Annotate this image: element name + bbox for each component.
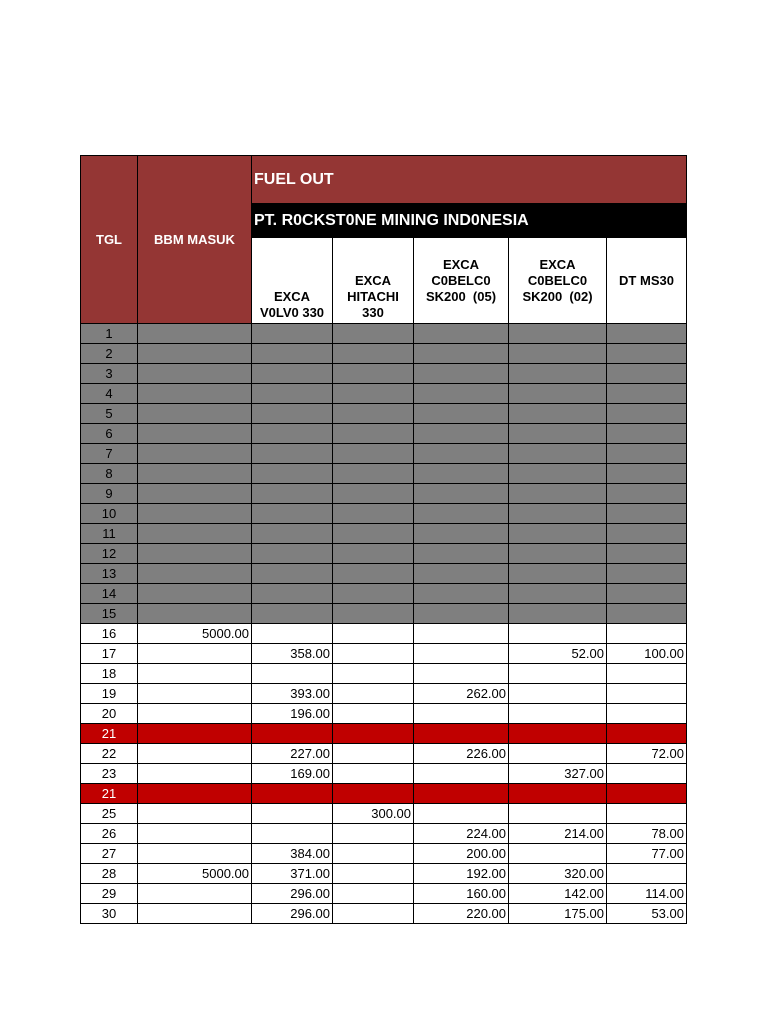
day-cell[interactable]: 19 <box>81 684 138 704</box>
fuel-out-cell[interactable] <box>414 404 509 424</box>
fuel-out-cell[interactable] <box>252 484 333 504</box>
day-cell[interactable]: 23 <box>81 764 138 784</box>
fuel-out-cell[interactable] <box>607 584 687 604</box>
fuel-out-cell[interactable] <box>607 444 687 464</box>
fuel-out-cell[interactable] <box>509 564 607 584</box>
fuel-out-cell[interactable] <box>252 424 333 444</box>
table-row <box>81 324 687 344</box>
day-cell[interactable]: 20 <box>81 704 138 724</box>
table-row <box>81 464 687 484</box>
col-header-line: C0BELC0 <box>527 272 588 288</box>
fuel-out-cell[interactable] <box>509 324 607 344</box>
fuel-out-cell[interactable] <box>509 684 607 704</box>
table-row <box>81 504 687 524</box>
fuel-out-cell[interactable]: 224.00 <box>414 824 509 844</box>
bbm-masuk-cell[interactable]: 5000.00 <box>138 624 252 644</box>
fuel-out-cell[interactable] <box>333 524 414 544</box>
day-cell[interactable]: 27 <box>81 844 138 864</box>
fuel-out-cell[interactable] <box>509 464 607 484</box>
bbm-masuk-cell[interactable] <box>138 644 252 664</box>
fuel-out-cell[interactable] <box>252 464 333 484</box>
fuel-out-cell[interactable] <box>607 504 687 524</box>
fuel-out-cell[interactable] <box>252 544 333 564</box>
fuel-out-cell[interactable] <box>414 344 509 364</box>
bbm-masuk-cell[interactable] <box>138 904 252 924</box>
day-cell[interactable]: 21 <box>81 784 138 804</box>
bbm-masuk-cell[interactable] <box>138 744 252 764</box>
fuel-out-cell[interactable] <box>607 384 687 404</box>
fuel-out-cell[interactable] <box>414 704 509 724</box>
bbm-masuk-cell[interactable] <box>138 584 252 604</box>
fuel-out-cell[interactable] <box>607 364 687 384</box>
fuel-out-cell[interactable] <box>252 504 333 524</box>
fuel-out-cell[interactable]: 371.00 <box>252 864 333 884</box>
fuel-out-cell[interactable] <box>509 844 607 864</box>
fuel-out-cell[interactable] <box>509 624 607 644</box>
bbm-masuk-cell[interactable] <box>138 364 252 384</box>
fuel-out-cell[interactable]: 200.00 <box>414 844 509 864</box>
fuel-out-cell[interactable] <box>607 864 687 884</box>
fuel-out-cell[interactable] <box>333 404 414 424</box>
day-cell[interactable]: 21 <box>81 724 138 744</box>
table-row <box>81 784 687 804</box>
fuel-out-cell[interactable]: 226.00 <box>414 744 509 764</box>
col-header-dt-ms30[interactable] <box>607 238 687 324</box>
fuel-out-cell[interactable] <box>333 384 414 404</box>
fuel-out-cell[interactable] <box>509 384 607 404</box>
fuel-out-cell[interactable]: 160.00 <box>414 884 509 904</box>
fuel-out-cell[interactable] <box>252 324 333 344</box>
fuel-out-cell[interactable] <box>607 564 687 584</box>
table-row <box>81 544 687 564</box>
table-row <box>81 384 687 404</box>
bbm-masuk-cell[interactable] <box>138 684 252 704</box>
fuel-out-cell[interactable] <box>252 724 333 744</box>
table-row <box>81 664 687 684</box>
fuel-out-cell[interactable]: 214.00 <box>509 824 607 844</box>
bbm-masuk-cell[interactable] <box>138 444 252 464</box>
day-cell[interactable]: 13 <box>81 564 138 584</box>
fuel-out-cell[interactable] <box>333 684 414 704</box>
fuel-out-cell[interactable]: 220.00 <box>414 904 509 924</box>
table-row <box>81 564 687 584</box>
table-row <box>81 344 687 364</box>
fuel-out-cell[interactable]: 196.00 <box>252 704 333 724</box>
fuel-out-cell[interactable] <box>333 784 414 804</box>
bbm-masuk-cell[interactable] <box>138 704 252 724</box>
day-cell[interactable]: 15 <box>81 604 138 624</box>
fuel-out-cell[interactable]: 77.00 <box>607 844 687 864</box>
fuel-out-cell[interactable] <box>333 424 414 444</box>
fuel-out-cell[interactable]: 227.00 <box>252 744 333 764</box>
day-cell[interactable]: 2 <box>81 344 138 364</box>
fuel-out-cell[interactable]: 53.00 <box>607 904 687 924</box>
table-row <box>81 824 687 844</box>
day-cell[interactable]: 28 <box>81 864 138 884</box>
fuel-out-cell[interactable] <box>333 764 414 784</box>
day-cell[interactable]: 18 <box>81 664 138 684</box>
fuel-out-cell[interactable]: 72.00 <box>607 744 687 764</box>
day-cell[interactable]: 7 <box>81 444 138 464</box>
day-cell[interactable]: 6 <box>81 424 138 444</box>
table-row <box>81 424 687 444</box>
fuel-out-cell[interactable]: 327.00 <box>509 764 607 784</box>
col-header-line: DT MS30 <box>619 272 674 288</box>
table-row <box>81 684 687 704</box>
col-header-exca-cobelco-sk200-02[interactable] <box>509 238 607 324</box>
fuel-out-cell[interactable] <box>414 604 509 624</box>
fuel-out-cell[interactable] <box>509 584 607 604</box>
table-row <box>81 864 687 884</box>
fuel-out-cell[interactable] <box>607 724 687 744</box>
fuel-out-cell[interactable] <box>333 624 414 644</box>
fuel-out-cell[interactable] <box>607 684 687 704</box>
fuel-out-cell[interactable] <box>333 604 414 624</box>
fuel-out-cell[interactable] <box>333 664 414 684</box>
fuel-out-cell[interactable] <box>414 424 509 444</box>
fuel-out-cell[interactable] <box>607 704 687 724</box>
bbm-masuk-cell[interactable] <box>138 884 252 904</box>
fuel-out-cell[interactable] <box>333 564 414 584</box>
fuel-out-cell[interactable] <box>252 444 333 464</box>
fuel-out-cell[interactable] <box>607 344 687 364</box>
table-row <box>81 904 687 924</box>
table-row <box>81 844 687 864</box>
fuel-out-cell[interactable]: 100.00 <box>607 644 687 664</box>
fuel-out-cell[interactable] <box>333 324 414 344</box>
bbm-masuk-cell[interactable] <box>138 764 252 784</box>
day-cell[interactable]: 11 <box>81 524 138 544</box>
fuel-out-cell[interactable] <box>607 484 687 504</box>
day-cell[interactable]: 12 <box>81 544 138 564</box>
col-header-line: C0BELC0 <box>431 272 491 288</box>
fuel-out-cell[interactable] <box>333 364 414 384</box>
bbm-masuk-cell[interactable] <box>138 324 252 344</box>
fuel-out-cell[interactable] <box>333 904 414 924</box>
fuel-out-cell[interactable] <box>333 584 414 604</box>
fuel-out-cell[interactable] <box>607 804 687 824</box>
bbm-masuk-cell[interactable] <box>138 664 252 684</box>
fuel-out-cell[interactable] <box>509 784 607 804</box>
day-cell[interactable]: 1 <box>81 324 138 344</box>
fuel-out-cell[interactable] <box>252 384 333 404</box>
fuel-out-cell[interactable] <box>509 544 607 564</box>
col-header-exca-cobelco-sk200-05[interactable] <box>414 238 509 324</box>
fuel-out-cell[interactable] <box>252 344 333 364</box>
fuel-out-cell[interactable] <box>414 764 509 784</box>
fuel-out-cell[interactable] <box>607 624 687 644</box>
fuel-out-cell[interactable] <box>414 524 509 544</box>
day-cell[interactable]: 16 <box>81 624 138 644</box>
fuel-out-cell[interactable]: 262.00 <box>414 684 509 704</box>
fuel-out-cell[interactable] <box>333 444 414 464</box>
fuel-out-cell[interactable]: 142.00 <box>509 884 607 904</box>
bbm-masuk-cell[interactable] <box>138 404 252 424</box>
fuel-out-cell[interactable] <box>414 484 509 504</box>
fuel-out-cell[interactable] <box>333 744 414 764</box>
fuel-out-cell[interactable] <box>252 824 333 844</box>
bbm-masuk-cell[interactable] <box>138 344 252 364</box>
table-row <box>81 744 687 764</box>
fuel-out-cell[interactable]: 358.00 <box>252 644 333 664</box>
fuel-out-cell[interactable] <box>333 644 414 664</box>
tgl-header[interactable]: TGL <box>81 156 138 324</box>
bbm-masuk-cell[interactable] <box>138 464 252 484</box>
col-header-exca-hitachi-330[interactable] <box>333 238 414 324</box>
fuel-out-cell[interactable]: 169.00 <box>252 764 333 784</box>
bbm-masuk-cell[interactable] <box>138 424 252 444</box>
bbm-masuk-cell[interactable] <box>138 724 252 744</box>
day-cell[interactable]: 30 <box>81 904 138 924</box>
fuel-out-cell[interactable] <box>509 524 607 544</box>
fuel-out-cell[interactable] <box>509 804 607 824</box>
bbm-masuk-cell[interactable] <box>138 504 252 524</box>
day-cell[interactable]: 17 <box>81 644 138 664</box>
fuel-out-cell[interactable] <box>509 604 607 624</box>
fuel-out-cell[interactable] <box>414 444 509 464</box>
fuel-table <box>80 155 687 924</box>
fuel-out-cell[interactable]: 320.00 <box>509 864 607 884</box>
col-header-line: HITACHI <box>347 289 399 304</box>
fuel-out-cell[interactable] <box>414 504 509 524</box>
fuel-out-cell[interactable] <box>414 324 509 344</box>
fuel-out-cell[interactable] <box>607 424 687 444</box>
col-header-line: EXCA <box>442 256 480 272</box>
fuel-out-cell[interactable] <box>252 604 333 624</box>
fuel-out-cell[interactable]: 78.00 <box>607 824 687 844</box>
table-row <box>81 404 687 424</box>
fuel-out-cell[interactable]: 393.00 <box>252 684 333 704</box>
fuel-out-cell[interactable]: 192.00 <box>414 864 509 884</box>
fuel-out-cell[interactable] <box>414 644 509 664</box>
table-row <box>81 764 687 784</box>
fuel-out-cell[interactable] <box>509 484 607 504</box>
fuel-out-cell[interactable] <box>509 364 607 384</box>
fuel-out-cell[interactable] <box>509 724 607 744</box>
bbm-masuk-cell[interactable] <box>138 844 252 864</box>
day-cell[interactable]: 9 <box>81 484 138 504</box>
fuel-out-cell[interactable] <box>333 704 414 724</box>
col-header-exca-volvo-330[interactable] <box>252 238 333 324</box>
day-cell[interactable]: 14 <box>81 584 138 604</box>
fuel-out-cell[interactable] <box>252 564 333 584</box>
table-row <box>81 624 687 644</box>
table-row <box>81 604 687 624</box>
fuel-out-cell[interactable]: 175.00 <box>509 904 607 924</box>
fuel-out-cell[interactable] <box>607 784 687 804</box>
col-header-line: EXCA <box>354 273 392 288</box>
fuel-out-cell[interactable] <box>333 544 414 564</box>
table-row <box>81 584 687 604</box>
day-cell[interactable]: 10 <box>81 504 138 524</box>
bbm-masuk-cell[interactable] <box>138 484 252 504</box>
bbm-masuk-header[interactable]: BBM MASUK <box>138 156 252 324</box>
fuel-out-cell[interactable] <box>509 424 607 444</box>
bbm-masuk-cell[interactable] <box>138 804 252 824</box>
bbm-masuk-cell[interactable] <box>138 604 252 624</box>
day-cell[interactable]: 3 <box>81 364 138 384</box>
bbm-masuk-cell[interactable] <box>138 784 252 804</box>
fuel-out-cell[interactable] <box>333 344 414 364</box>
fuel-out-cell[interactable] <box>607 604 687 624</box>
table-row <box>81 524 687 544</box>
fuel-out-cell[interactable] <box>509 744 607 764</box>
bbm-masuk-cell[interactable] <box>138 384 252 404</box>
fuel-out-cell[interactable] <box>252 584 333 604</box>
fuel-out-cell[interactable] <box>607 324 687 344</box>
bbm-masuk-cell[interactable] <box>138 544 252 564</box>
table-row <box>81 804 687 824</box>
fuel-out-cell[interactable] <box>414 784 509 804</box>
fuel-out-cell[interactable] <box>252 804 333 824</box>
fuel-out-cell[interactable] <box>509 664 607 684</box>
fuel-out-cell[interactable] <box>607 464 687 484</box>
day-cell[interactable]: 8 <box>81 464 138 484</box>
fuel-out-cell[interactable] <box>333 884 414 904</box>
fuel-out-cell[interactable] <box>414 584 509 604</box>
fuel-out-cell[interactable] <box>607 524 687 544</box>
fuel-out-cell[interactable] <box>252 784 333 804</box>
day-cell[interactable]: 25 <box>81 804 138 824</box>
bbm-masuk-cell[interactable] <box>138 524 252 544</box>
bbm-masuk-cell[interactable] <box>138 564 252 584</box>
table-row <box>81 484 687 504</box>
col-header-line: SK200 (02) <box>522 288 593 304</box>
fuel-out-cell[interactable]: 52.00 <box>509 644 607 664</box>
fuel-out-cell[interactable] <box>414 624 509 644</box>
col-header-line: EXCA <box>539 256 576 272</box>
table-row <box>81 724 687 744</box>
fuel-out-cell[interactable]: 384.00 <box>252 844 333 864</box>
fuel-out-cell[interactable] <box>509 504 607 524</box>
bbm-masuk-cell[interactable]: 5000.00 <box>138 864 252 884</box>
fuel-out-cell[interactable] <box>509 404 607 424</box>
fuel-out-header[interactable]: FUEL OUT <box>252 156 687 204</box>
fuel-out-cell[interactable] <box>509 444 607 464</box>
fuel-out-cell[interactable] <box>333 464 414 484</box>
fuel-out-cell[interactable] <box>607 544 687 564</box>
fuel-out-cell[interactable] <box>252 404 333 424</box>
day-cell[interactable]: 4 <box>81 384 138 404</box>
table-row <box>81 884 687 904</box>
fuel-out-cell[interactable] <box>333 484 414 504</box>
fuel-out-cell[interactable] <box>333 844 414 864</box>
fuel-out-cell[interactable] <box>607 664 687 684</box>
company-header[interactable]: PT. R0CKST0NE MINING IND0NESIA <box>252 204 687 238</box>
fuel-out-cell[interactable] <box>414 384 509 404</box>
fuel-out-cell[interactable] <box>607 404 687 424</box>
day-cell[interactable]: 22 <box>81 744 138 764</box>
fuel-out-cell[interactable] <box>414 724 509 744</box>
col-header-line: 330 <box>362 305 384 320</box>
bbm-masuk-cell[interactable] <box>138 824 252 844</box>
col-header-line: SK200 (05) <box>425 288 497 304</box>
fuel-out-cell[interactable] <box>414 804 509 824</box>
fuel-out-cell[interactable]: 300.00 <box>333 804 414 824</box>
table-row <box>81 704 687 724</box>
fuel-out-cell[interactable] <box>509 704 607 724</box>
fuel-out-cell[interactable] <box>607 764 687 784</box>
fuel-out-cell[interactable]: 296.00 <box>252 904 333 924</box>
fuel-out-cell[interactable]: 296.00 <box>252 884 333 904</box>
fuel-out-cell[interactable] <box>414 364 509 384</box>
fuel-out-cell[interactable] <box>414 564 509 584</box>
day-cell[interactable]: 5 <box>81 404 138 424</box>
fuel-out-cell[interactable] <box>414 544 509 564</box>
fuel-out-cell[interactable] <box>509 344 607 364</box>
fuel-out-cell[interactable] <box>414 664 509 684</box>
day-cell[interactable]: 26 <box>81 824 138 844</box>
fuel-out-cell[interactable] <box>252 664 333 684</box>
fuel-out-cell[interactable] <box>333 504 414 524</box>
col-header-line: V0LV0 330 <box>259 305 325 320</box>
fuel-out-cell[interactable] <box>252 624 333 644</box>
col-header-line: EXCA <box>273 289 311 304</box>
table-row <box>81 364 687 384</box>
fuel-out-cell[interactable] <box>252 364 333 384</box>
fuel-out-cell[interactable] <box>333 824 414 844</box>
fuel-out-cell[interactable] <box>333 864 414 884</box>
fuel-out-cell[interactable] <box>414 464 509 484</box>
table-row <box>81 644 687 664</box>
table-row <box>81 444 687 464</box>
fuel-out-cell[interactable]: 114.00 <box>607 884 687 904</box>
fuel-out-cell[interactable] <box>333 724 414 744</box>
fuel-out-cell[interactable] <box>252 524 333 544</box>
day-cell[interactable]: 29 <box>81 884 138 904</box>
